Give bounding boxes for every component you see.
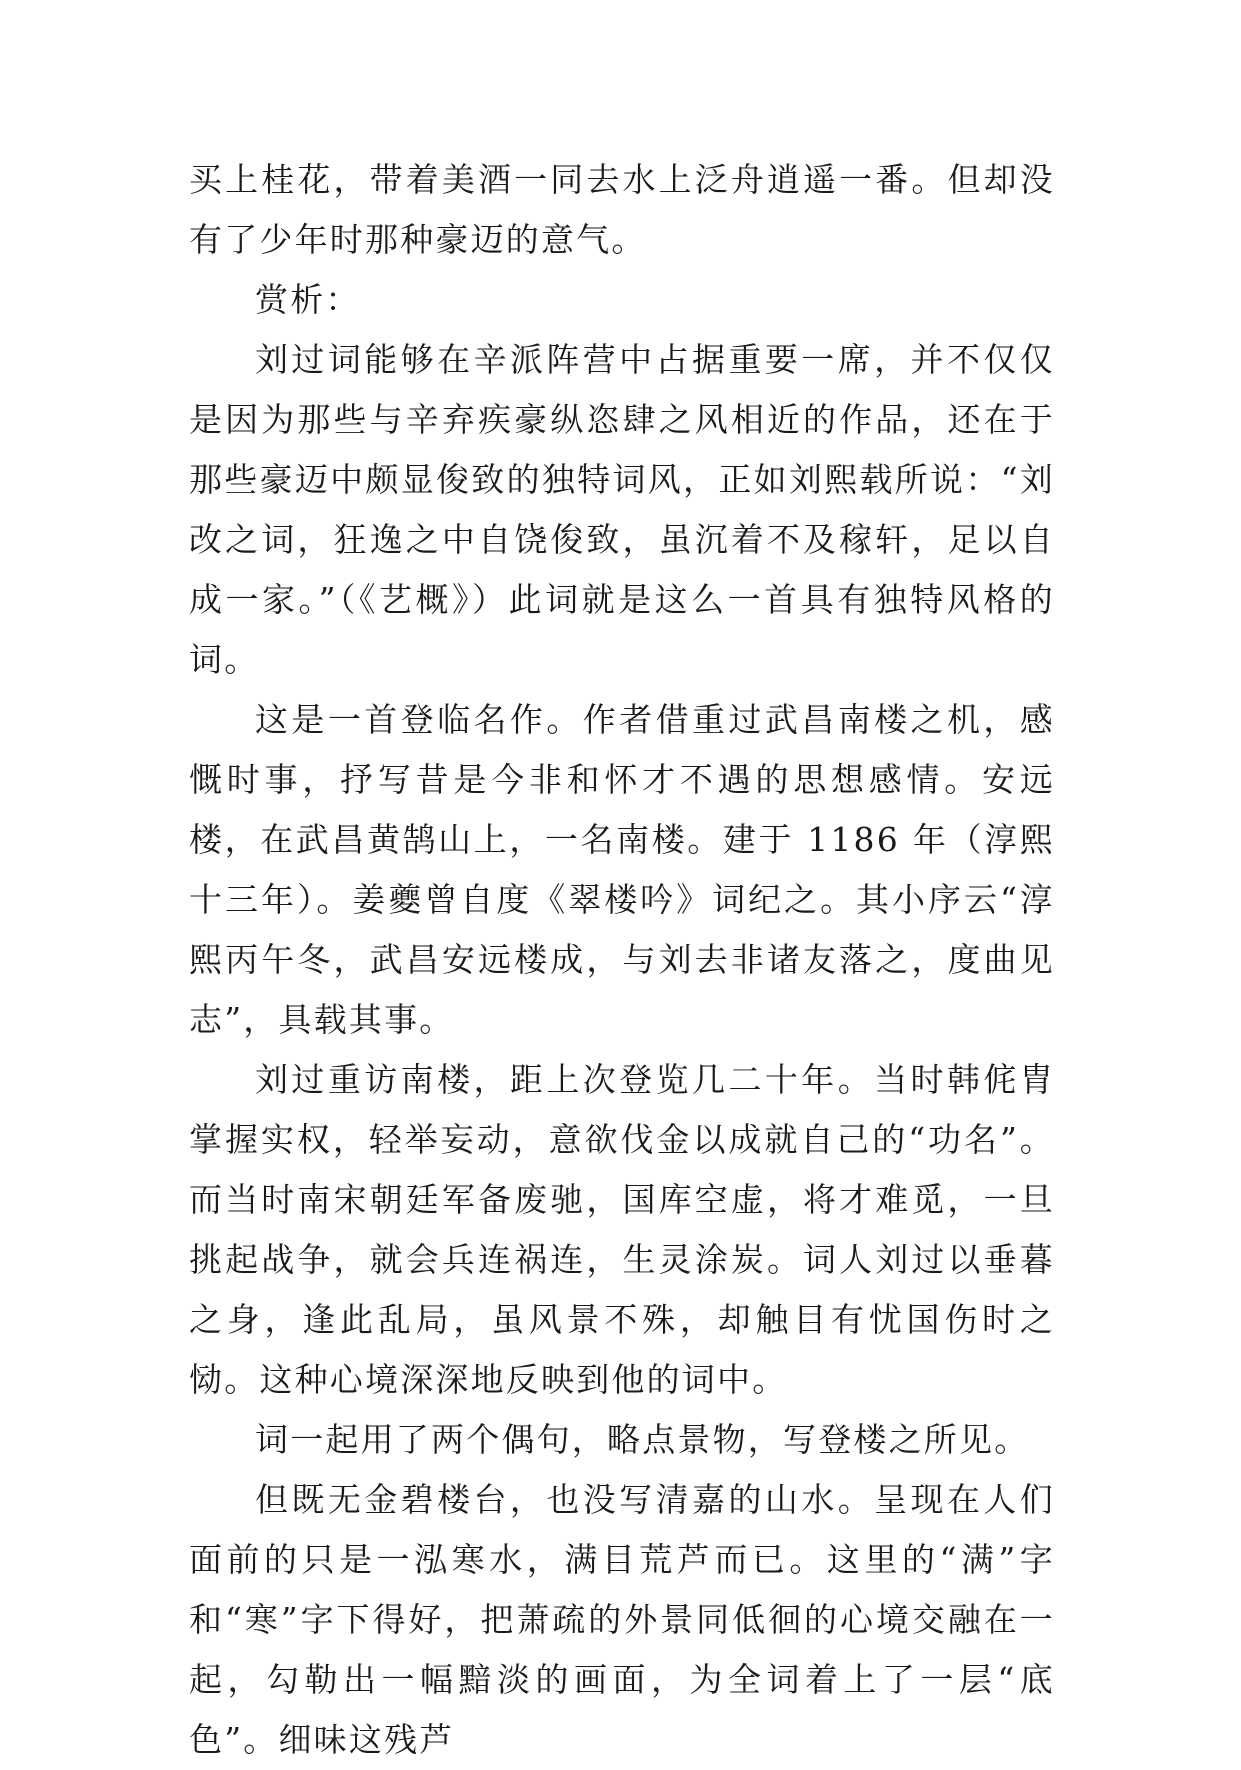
appreciation-heading: 赏析： <box>255 280 361 319</box>
paragraph-opening-lines: 词一起用了两个偶句，略点景物，写登楼之所见。 <box>255 1420 1030 1459</box>
paragraph-ascent-background: 这是一首登临名作。作者借重过武昌南楼之机，感慨时事，抒写昔是今非和怀才不遇的思想感情。安远楼，在武昌黄鹄山上，一名南楼。建于 1186 年（淳熙十三年）。姜夔曾自度《翠楼吟》词纪之。其小序云“淳熙丙午冬，武昌安远楼成，与刘去非诸友落之，度曲见志”，具载其事。 <box>189 700 1055 1039</box>
paragraph-translation-end: 买上桂花，带着美酒一同去水上泛舟逍遥一番。但却没有了少年时那种豪迈的意气。 <box>189 160 1055 259</box>
document-body <box>189 150 1055 1770</box>
paragraph-liu-guo-style: 刘过词能够在辛派阵营中占据重要一席，并不仅仅是因为那些与辛弃疾豪纵恣肆之风相近的作品，还在于那些豪迈中颇显俊致的独特词风，正如刘熙载所说：“刘改之词，狂逸之中自饶俊致，虽沉着不及稼轩，足以自成一家。”（《艺概》）此词就是这么一首具有独特风格的词。 <box>189 340 1055 679</box>
paragraph-historical-context: 刘过重访南楼，距上次登览几二十年。当时韩侂胄掌握实权，轻举妄动，意欲伐金以成就自己的“功名”。而当时南宋朝廷军备废驰，国库空虚，将才难觅，一旦挑起战争，就会兵连祸连，生灵涂炭。词人刘过以垂暮之身，逢此乱局，虽风景不殊，却触目有忧国伤时之恸。这种心境深深地反映到他的词中。 <box>189 1060 1055 1399</box>
paragraph-scenery-analysis: 但既无金碧楼台，也没写清嘉的山水。呈现在人们面前的只是一泓寒水，满目荒芦而已。这里的“满”字和“寒”字下得好，把萧疏的外景同低徊的心境交融在一起，勾勒出一幅黯淡的画面，为全词着上了一层“底色”。细味这残芦 <box>189 1480 1055 1759</box>
